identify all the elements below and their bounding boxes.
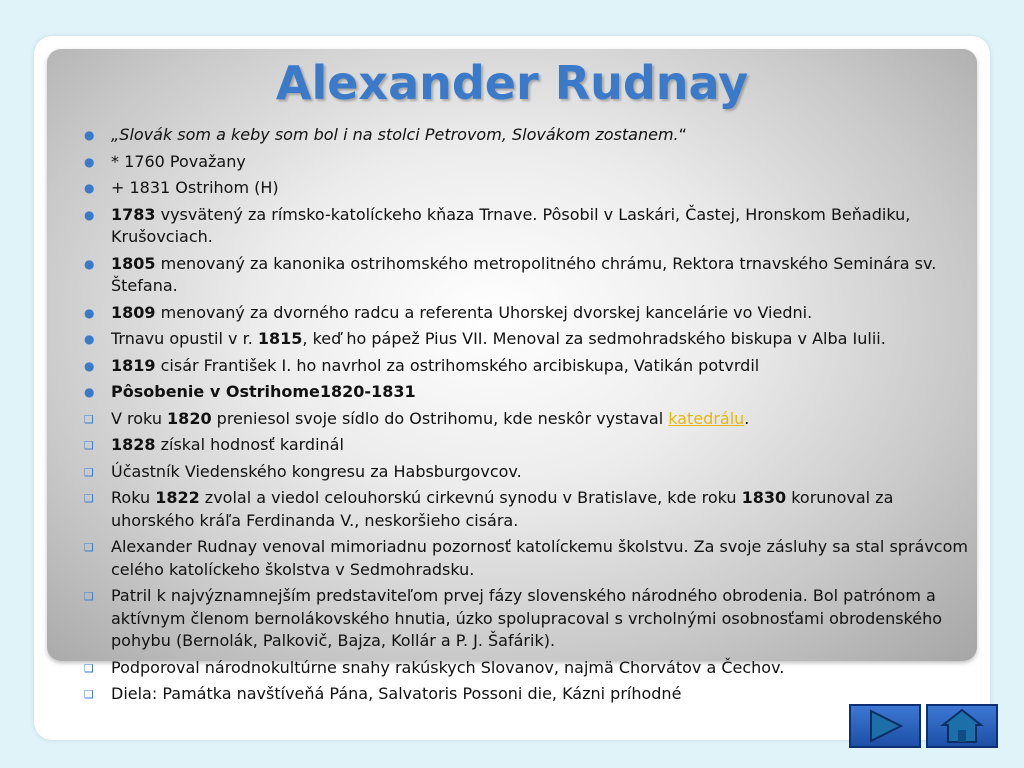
section-heading: Pôsobenie v Ostrihome1820-1831 (111, 382, 416, 401)
item-text: “ (678, 125, 687, 144)
item-year: 1820 (167, 408, 212, 428)
list-item (84, 381, 969, 404)
bullet-dot-icon: ● (84, 358, 95, 373)
item-text: , keď ho pápež Pius VII. Menoval za sedmohradského biskupa v Alba Iulii. (302, 329, 886, 348)
bullet-list (84, 124, 969, 710)
home-icon (940, 708, 984, 744)
bullet-dot-icon: ● (84, 305, 95, 320)
item-text: Účastník Viedenského kongresu za Habsburgovcov. (111, 461, 522, 481)
bullet-dot-icon: ● (84, 128, 95, 142)
bullet-dot-icon: ● (84, 154, 95, 169)
item-year: 1830 (741, 488, 787, 507)
bullet-dot-icon: ● (84, 256, 95, 271)
bullet-square-icon: ❑ (84, 688, 94, 701)
home-button[interactable] (926, 704, 998, 748)
item-text: Podporoval národnokultúrne snahy rakúskych Slovanov, najmä Chorvátov a Čechov. (111, 657, 785, 677)
list-item (84, 204, 969, 249)
item-text: získal hodnosť kardinál (155, 435, 344, 454)
item-text: Roku (111, 488, 156, 507)
list-item (84, 408, 969, 431)
list-item (84, 328, 969, 351)
next-slide-button[interactable] (849, 704, 921, 748)
slide-title: Alexander Rudnay (275, 56, 749, 110)
bullet-square-icon: ❑ (84, 492, 94, 505)
list-item (84, 683, 969, 706)
list-item (84, 461, 969, 484)
list-item (84, 124, 969, 147)
item-text: + 1831 Ostrihom (H) (111, 178, 279, 197)
bullet-dot-icon: ● (84, 332, 95, 346)
list-item (84, 536, 969, 581)
quote-text: „Slovák som a keby som bol i na stolci Petrovom, Slovákom zostanem. (111, 125, 679, 144)
bullet-square-icon: ❑ (84, 661, 94, 675)
bullet-square-icon: ❑ (84, 412, 94, 426)
bullet-dot-icon: ● (84, 385, 95, 399)
item-year: 1809 (111, 302, 156, 322)
item-year: 1819 (111, 355, 156, 375)
list-item (84, 302, 969, 325)
bullet-dot-icon: ● (84, 181, 95, 195)
cathedral-link[interactable]: katedrálu (668, 408, 745, 428)
bullet-dot-icon: ● (84, 207, 95, 222)
list-item (84, 253, 969, 298)
arrow-right-icon (865, 709, 905, 743)
list-item (84, 355, 969, 378)
item-text: Alexander Rudnay venoval mimoriadnu pozornosť katolíckemu školstvu. Za svoje zásluhy sa stal správcom celého katolíckeho školstva v Sedmohradsku. (111, 537, 968, 579)
item-text: preniesol svoje sídlo do Ostrihomu, kde neskôr vystaval (211, 408, 669, 428)
bullet-square-icon: ❑ (84, 439, 94, 452)
item-text: V roku (111, 408, 168, 428)
item-text: menovaný za dvorného radcu a referenta Uhorskej dvorskej kancelárie vo Viedni. (155, 302, 813, 322)
item-year: 1783 (111, 204, 156, 224)
item-text: korunoval za uhorského kráľa Ferdinanda V., neskoršieho cisára. (111, 488, 894, 530)
bullet-square-icon: ❑ (84, 465, 94, 479)
bullet-square-icon: ❑ (84, 541, 94, 554)
item-text: menovaný za kanonika ostrihomského metropolitného chrámu, Rektora trnavského Seminára sv. Štefana. (111, 253, 937, 295)
item-text: . (744, 408, 750, 428)
item-year: 1822 (155, 488, 200, 507)
item-text: Patril k najvýznamnejším predstaviteľom prvej fázy slovenského národného obrodenia. Bol patrónom a aktívnym členom bernolákovského hnutia, úzko spolupracoval s vrcholnými osobnosťami obrodenského pohybu (Bernolák, Palkovič, Bajza, Kollár a P. J. Šafárik). (111, 586, 943, 650)
item-text: Trnavu opustil v r. (111, 329, 258, 348)
item-text: * 1760 Považany (111, 151, 246, 171)
list-item (84, 657, 969, 680)
list-item (84, 151, 969, 174)
item-text: vysvätený za rímsko-katolíckeho kňaza Trnave. Pôsobil v Laskári, Častej, Hronskom Beňadiku, Krušovciach. (111, 204, 911, 246)
item-text: cisár František I. ho navrhol za ostrihomského arcibiskupa, Vatikán potvrdil (155, 355, 760, 375)
list-item (84, 585, 969, 653)
item-text: zvolal a viedol celouhorskú cirkevnú synodu v Bratislave, kde roku (199, 488, 742, 507)
item-text: Diela: Památka navštíveňá Pána, Salvatoris Possoni die, Kázni príhodné (111, 684, 682, 703)
list-item (84, 487, 969, 532)
item-year: 1815 (257, 329, 303, 348)
item-year: 1805 (111, 253, 156, 273)
bullet-square-icon: ❑ (84, 590, 94, 603)
list-item (84, 434, 969, 457)
item-year: 1828 (111, 435, 156, 454)
list-item (84, 177, 969, 200)
